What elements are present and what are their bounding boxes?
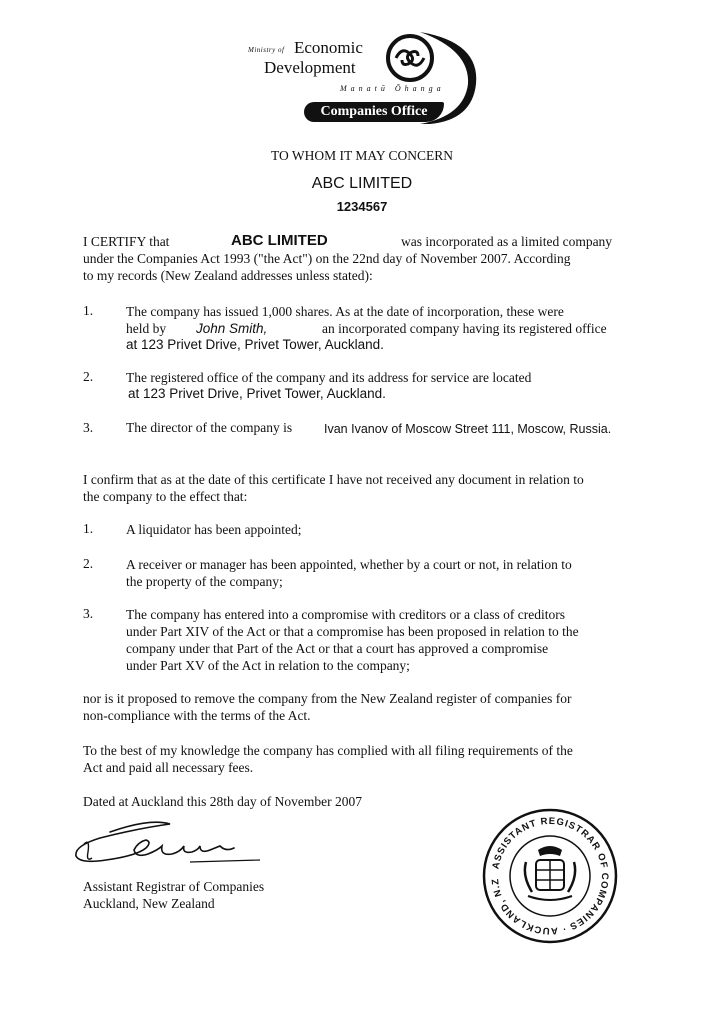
logo-maori-name: Manatū Ōhanga bbox=[340, 84, 445, 93]
condition-1-line: A liquidator has been appointed; bbox=[126, 522, 302, 537]
item-number: 3. bbox=[83, 420, 94, 435]
company-name-heading: ABC LIMITED bbox=[311, 175, 413, 192]
item-2-address: at 123 Privet Drive, Privet Tower, Auckland. bbox=[128, 386, 386, 401]
to-whom-heading: TO WHOM IT MAY CONCERN bbox=[270, 148, 454, 163]
director-label: The director of the company is bbox=[126, 420, 293, 435]
nor-line-2: non-compliance with the terms of the Act. bbox=[83, 708, 311, 723]
condition-3-line-4: under Part XV of the Act in relation to the company; bbox=[126, 658, 410, 673]
director-details: Ivan Ivanov of Moscow Street 111, Moscow, Russia. bbox=[324, 422, 612, 436]
condition-2-line-2: the property of the company; bbox=[126, 574, 283, 589]
confirm-line-1: I confirm that as at the date of this certificate I have not received any document in relation to bbox=[83, 472, 584, 487]
condition-3-line-1: The company has entered into a compromise with creditors or a class of creditors bbox=[126, 607, 565, 622]
condition-number: 3. bbox=[83, 606, 94, 621]
certify-prefix: I CERTIFY that bbox=[83, 234, 170, 249]
condition-3-line-2: under Part XIV of the Act or that a compromise has been proposed in relation to the bbox=[126, 624, 579, 639]
item-2-line-1: The registered office of the company and its address for service are located bbox=[126, 370, 532, 385]
item-number: 2. bbox=[83, 369, 94, 384]
nz-coat-of-arms-icon bbox=[525, 846, 575, 900]
company-number: 1234567 bbox=[336, 199, 388, 214]
condition-2-line-1: A receiver or manager has been appointed, whether by a court or not, in relation to bbox=[126, 557, 572, 572]
item-1-address: at 123 Privet Drive, Privet Tower, Auckland. bbox=[126, 337, 384, 352]
certify-line-3: to my records (New Zealand addresses unless stated): bbox=[83, 268, 373, 283]
condition-3-line-3: company under that Part of the Act or that a court has approved a compromise bbox=[126, 641, 549, 656]
confirm-line-2: the company to the effect that: bbox=[83, 489, 248, 504]
ministry-logo bbox=[244, 28, 484, 128]
logo-companies-office: Companies Office bbox=[304, 102, 444, 122]
item-1-line-1: The company has issued 1,000 shares. As at the date of incorporation, these were bbox=[126, 304, 564, 319]
item-number: 1. bbox=[83, 303, 94, 318]
share-holder: John Smith, bbox=[196, 321, 268, 336]
svg-text:ASSISTANT REGISTRAR OF COMPANI bbox=[482, 808, 610, 936]
logo-development: Development bbox=[264, 58, 356, 77]
seal-text: ASSISTANT REGISTRAR OF COMPANIES · AUCKLAND, N.Z bbox=[489, 815, 611, 937]
registrar-seal bbox=[482, 808, 618, 944]
item-3-line bbox=[126, 419, 656, 436]
certify-suffix: was incorporated as a limited company bbox=[401, 234, 613, 249]
held-by-label: held by bbox=[126, 321, 167, 336]
certify-line-1 bbox=[83, 233, 653, 250]
logo-ministry-of: Ministry of bbox=[248, 46, 285, 54]
condition-number: 1. bbox=[83, 521, 94, 536]
best-line-1: To the best of my knowledge the company has complied with all filing requirements of the bbox=[83, 743, 573, 758]
certify-company: ABC LIMITED bbox=[231, 232, 328, 249]
condition-number: 2. bbox=[83, 556, 94, 571]
item-1-line-2 bbox=[126, 320, 656, 337]
nor-line-1: nor is it proposed to remove the company from the New Zealand register of companies for bbox=[83, 691, 572, 706]
dated-line: Dated at Auckland this 28th day of November 2007 bbox=[83, 794, 362, 809]
best-line-2: Act and paid all necessary fees. bbox=[83, 760, 254, 775]
signatory-location: Auckland, New Zealand bbox=[83, 896, 215, 911]
certify-line-2: under the Companies Act 1993 ("the Act") on the 22nd day of November 2007. According bbox=[83, 251, 571, 266]
item-1-suffix: an incorporated company having its registered office bbox=[322, 321, 607, 336]
signatory-title: Assistant Registrar of Companies bbox=[83, 879, 265, 894]
logo-economic: Economic bbox=[294, 38, 363, 57]
signature-image bbox=[70, 814, 260, 874]
